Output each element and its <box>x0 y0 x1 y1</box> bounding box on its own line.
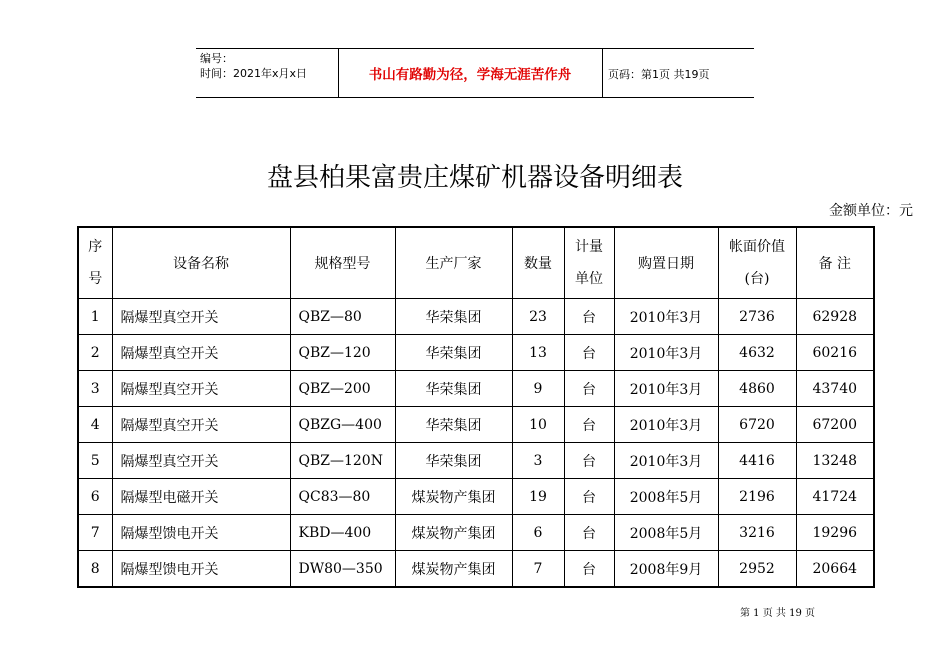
currency-unit: 金额单位：元 <box>829 203 913 219</box>
cell-seq: 1 <box>78 299 112 335</box>
cell-note: 13248 <box>796 443 874 479</box>
cell-seq: 2 <box>78 335 112 371</box>
cell-date: 2010年3月 <box>614 407 718 443</box>
cell-model: QBZ—120N <box>290 443 395 479</box>
cell-qty: 23 <box>512 299 564 335</box>
cell-maker: 华荣集团 <box>395 407 512 443</box>
cell-unit: 台 <box>564 371 614 407</box>
cell-date: 2008年5月 <box>614 479 718 515</box>
cell-price: 4416 <box>718 443 796 479</box>
cell-model: QBZ—120 <box>290 335 395 371</box>
cell-date: 2010年3月 <box>614 299 718 335</box>
cell-qty: 3 <box>512 443 564 479</box>
time-label: 时间：2021年x月x日 <box>200 67 308 80</box>
cell-note: 67200 <box>796 407 874 443</box>
cell-name: 隔爆型真空开关 <box>112 407 290 443</box>
cell-date: 2010年3月 <box>614 335 718 371</box>
header-price: 帐面价值 (台) <box>718 227 796 299</box>
cell-qty: 9 <box>512 371 564 407</box>
cell-maker: 煤炭物产集团 <box>395 479 512 515</box>
cell-qty: 7 <box>512 551 564 588</box>
cell-name: 隔爆型真空开关 <box>112 371 290 407</box>
cell-seq: 8 <box>78 551 112 588</box>
cell-maker: 煤炭物产集团 <box>395 551 512 588</box>
cell-unit: 台 <box>564 551 614 588</box>
table-row <box>78 551 874 588</box>
cell-price: 2952 <box>718 551 796 588</box>
cell-price: 4860 <box>718 371 796 407</box>
header-meta <box>200 51 307 81</box>
table-row <box>78 479 874 515</box>
table-row <box>78 443 874 479</box>
cell-name: 隔爆型真空开关 <box>112 443 290 479</box>
cell-unit: 台 <box>564 335 614 371</box>
cell-note: 19296 <box>796 515 874 551</box>
cell-maker: 华荣集团 <box>395 299 512 335</box>
cell-note: 60216 <box>796 335 874 371</box>
cell-model: QBZG—400 <box>290 407 395 443</box>
cell-seq: 6 <box>78 479 112 515</box>
cell-price: 3216 <box>718 515 796 551</box>
document-header <box>196 48 754 98</box>
header-qty: 数量 <box>512 227 564 299</box>
cell-seq: 7 <box>78 515 112 551</box>
table-header-row <box>78 227 874 299</box>
cell-name: 隔爆型馈电开关 <box>112 515 290 551</box>
cell-price: 2196 <box>718 479 796 515</box>
header-unit: 计量 单位 <box>564 227 614 299</box>
header-divider <box>602 49 603 97</box>
cell-name: 隔爆型馈电开关 <box>112 551 290 588</box>
table-row <box>78 335 874 371</box>
cell-note: 41724 <box>796 479 874 515</box>
cell-qty: 10 <box>512 407 564 443</box>
cell-note: 43740 <box>796 371 874 407</box>
table-row <box>78 371 874 407</box>
header-note: 备 注 <box>796 227 874 299</box>
cell-maker: 煤炭物产集团 <box>395 515 512 551</box>
document-title: 盘县柏果富贵庄煤矿机器设备明细表 <box>266 163 683 193</box>
header-model: 规格型号 <box>290 227 395 299</box>
cell-qty: 13 <box>512 335 564 371</box>
header-page-label: 页码：第1页 共19页 <box>608 68 710 81</box>
equipment-table <box>77 226 875 588</box>
cell-model: KBD—400 <box>290 515 395 551</box>
table-row <box>78 299 874 335</box>
cell-date: 2010年3月 <box>614 371 718 407</box>
table-row <box>78 407 874 443</box>
page-footer: 第 1 页 共 19 页 <box>740 608 815 619</box>
cell-name: 隔爆型真空开关 <box>112 335 290 371</box>
cell-unit: 台 <box>564 515 614 551</box>
cell-date: 2010年3月 <box>614 443 718 479</box>
header-motto: 书山有路勤为径，学海无涯苦作舟 <box>368 67 572 83</box>
cell-model: QBZ—80 <box>290 299 395 335</box>
cell-qty: 19 <box>512 479 564 515</box>
number-label: 编号： <box>200 52 233 65</box>
cell-price: 2736 <box>718 299 796 335</box>
header-seq: 序 号 <box>78 227 112 299</box>
header-maker: 生产厂家 <box>395 227 512 299</box>
cell-model: DW80—350 <box>290 551 395 588</box>
table-row <box>78 515 874 551</box>
cell-price: 4632 <box>718 335 796 371</box>
header-name: 设备名称 <box>112 227 290 299</box>
cell-note: 20664 <box>796 551 874 588</box>
cell-seq: 5 <box>78 443 112 479</box>
cell-unit: 台 <box>564 479 614 515</box>
cell-unit: 台 <box>564 407 614 443</box>
cell-qty: 6 <box>512 515 564 551</box>
cell-seq: 4 <box>78 407 112 443</box>
cell-maker: 华荣集团 <box>395 443 512 479</box>
cell-unit: 台 <box>564 299 614 335</box>
cell-date: 2008年5月 <box>614 515 718 551</box>
cell-name: 隔爆型电磁开关 <box>112 479 290 515</box>
cell-note: 62928 <box>796 299 874 335</box>
cell-seq: 3 <box>78 371 112 407</box>
cell-model: QBZ—200 <box>290 371 395 407</box>
cell-maker: 华荣集团 <box>395 371 512 407</box>
cell-maker: 华荣集团 <box>395 335 512 371</box>
cell-model: QC83—80 <box>290 479 395 515</box>
cell-date: 2008年9月 <box>614 551 718 588</box>
header-date: 购置日期 <box>614 227 718 299</box>
cell-price: 6720 <box>718 407 796 443</box>
cell-name: 隔爆型真空开关 <box>112 299 290 335</box>
cell-unit: 台 <box>564 443 614 479</box>
